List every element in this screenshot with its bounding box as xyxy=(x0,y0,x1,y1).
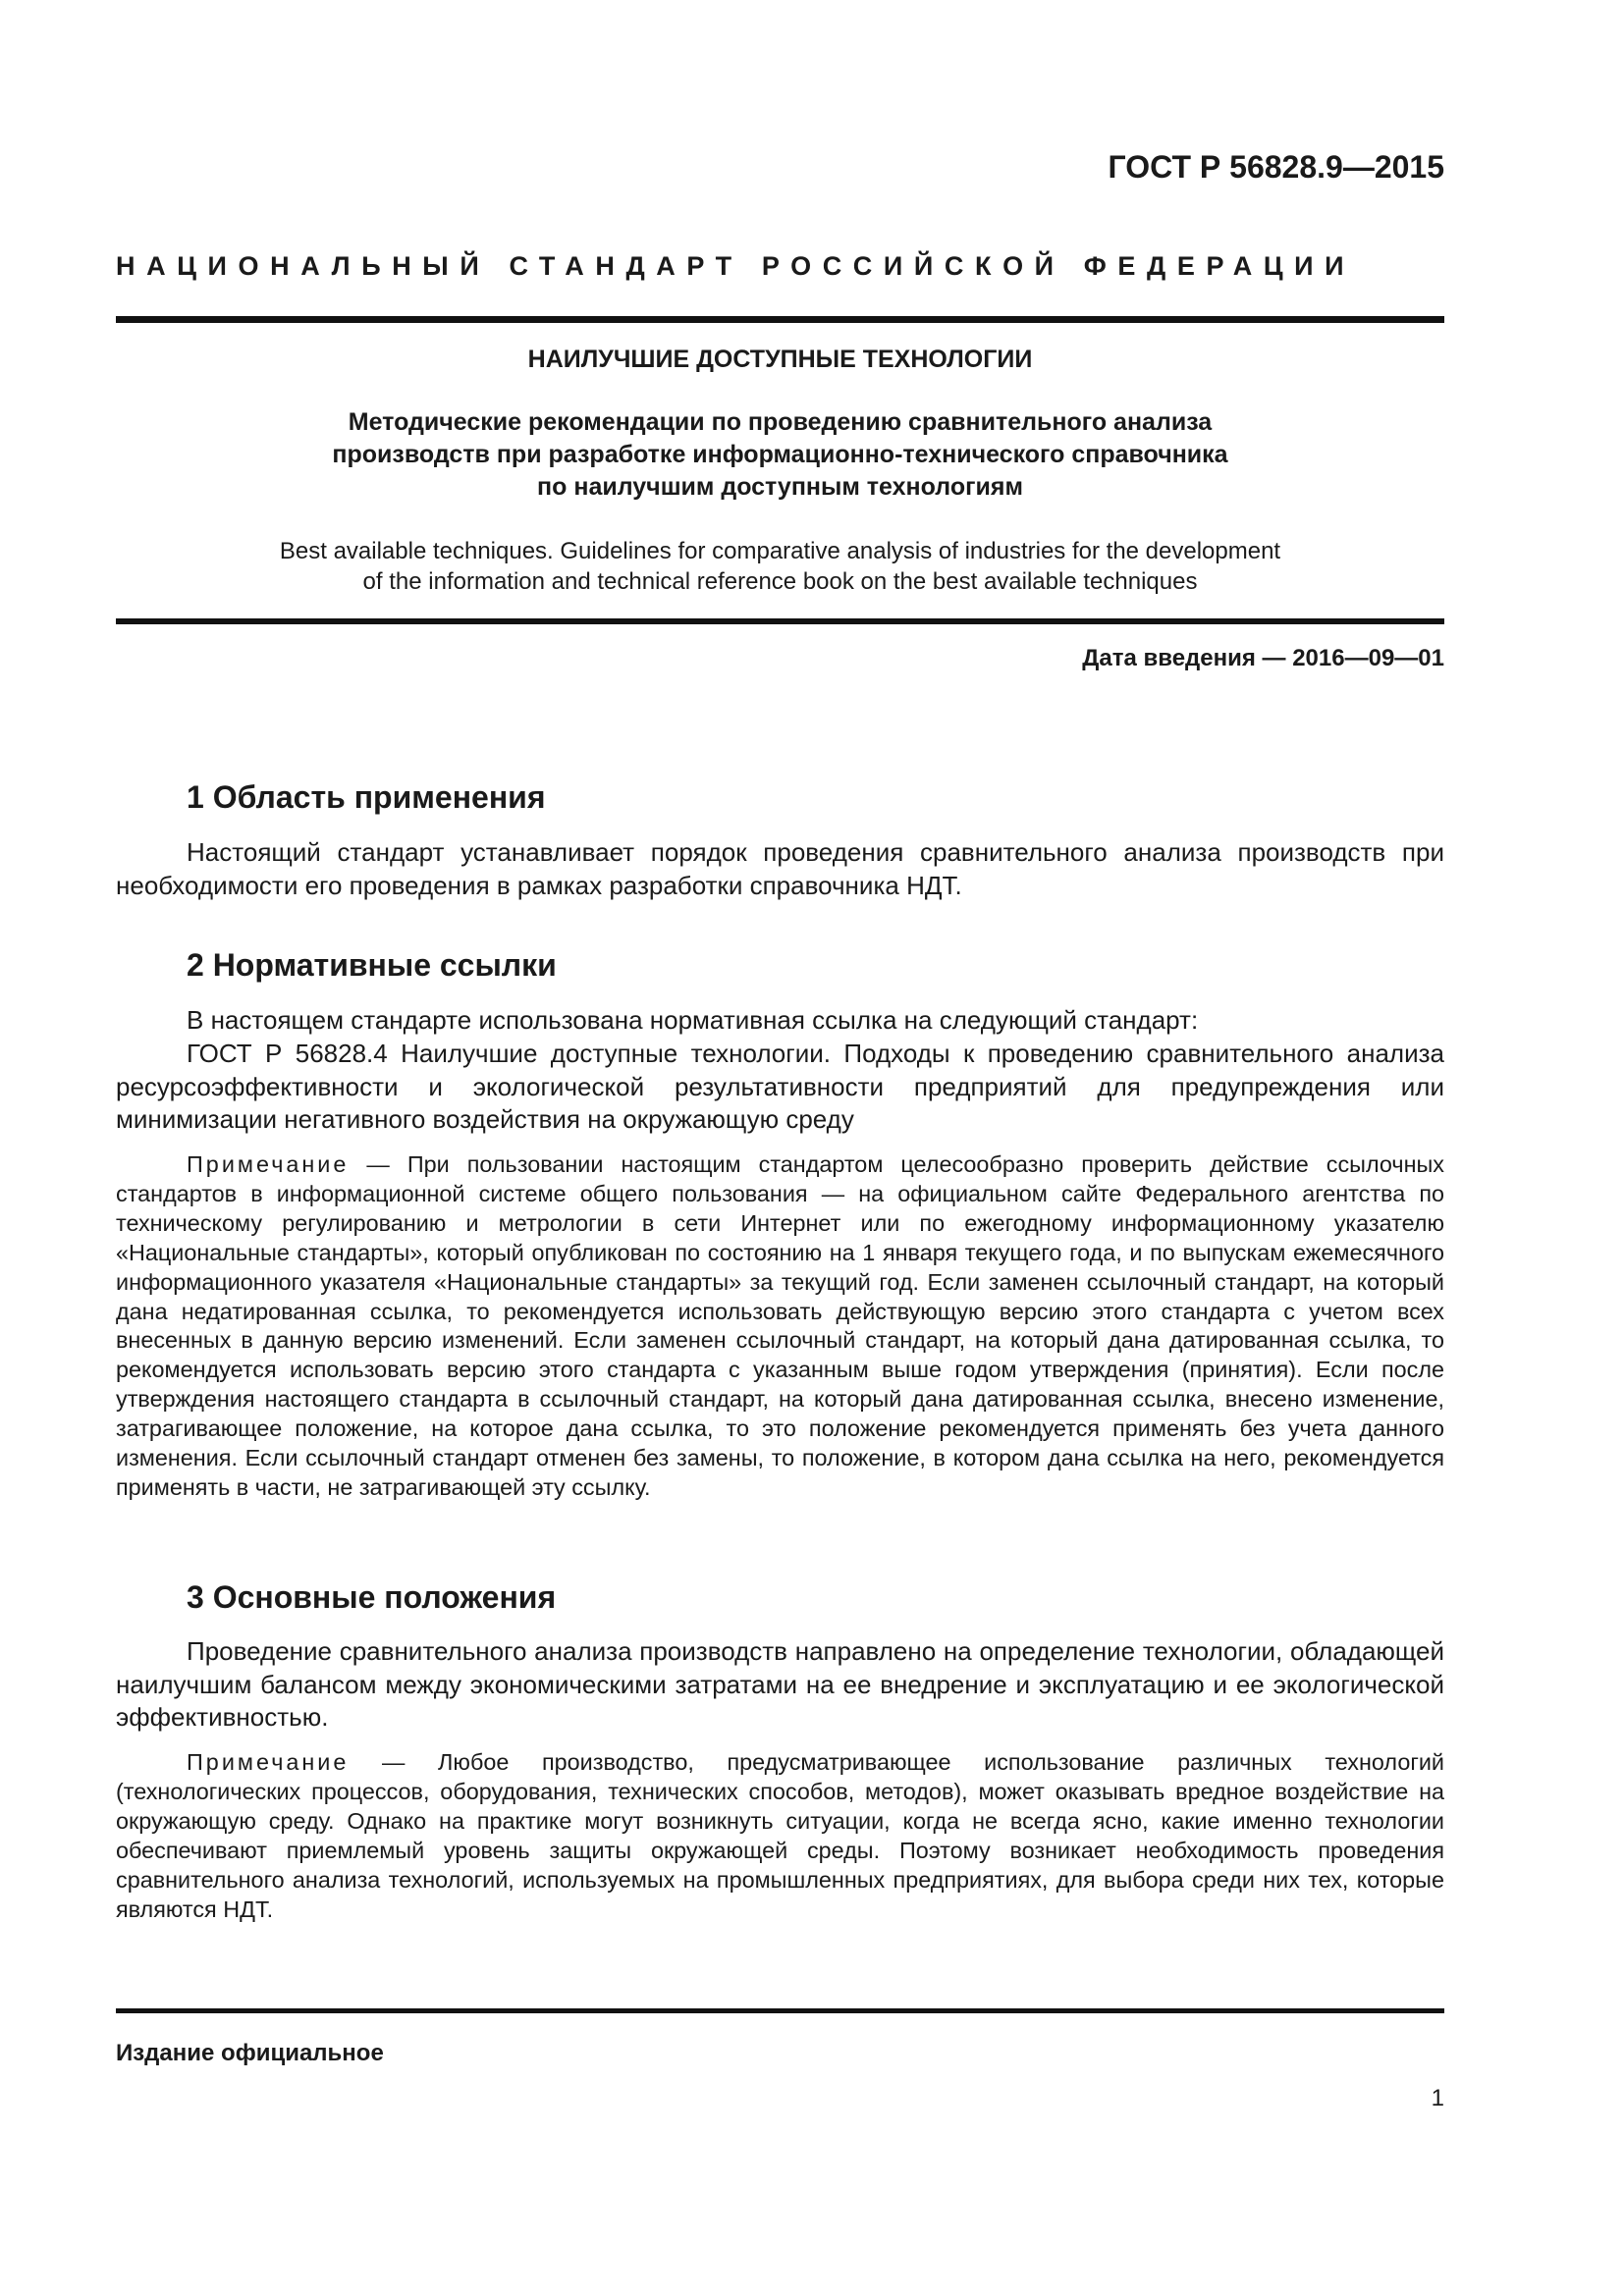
title-en xyxy=(116,536,1444,597)
section-1-paragraph: Настоящий стандарт устанавливает порядок проведения сравнительного анализа производств при необходимости его проведения в рамках разработки справочника НДТ. xyxy=(116,837,1444,900)
section-3-note: Примечание — Любое производство, предусматривающее использование различных технологий (технологических процессов, оборудования, технических способов, методов), может оказывать вредное воздействие на окружающую среду. Однако на практике могут возникнуть ситуации, когда не всегда ясно, какие именно технологии обеспечивают приемлемый уровень защиты окружающей среды. Поэтому возникает необходимость проведения сравнительного анализа технологий, используемых на промышленных предприятиях, для выбора среди них тех, которые являются НДТ. xyxy=(116,1749,1444,1922)
title-ru-line-1: Методические рекомендации по проведению сравнительного анализа xyxy=(348,408,1213,436)
top-rule xyxy=(116,316,1444,323)
note-label: Примечание xyxy=(187,1749,350,1775)
section-1-heading: 1 Область применения xyxy=(187,779,546,815)
title-en-line-2: of the information and technical reference book on the best available techniques xyxy=(362,568,1198,595)
footer-rule xyxy=(116,2008,1444,2013)
title-main: НАИЛУЧШИЕ ДОСТУПНЫЕ ТЕХНОЛОГИИ xyxy=(527,346,1033,373)
title-en-line-1: Best available techniques. Guidelines for comparative analysis of industries for the development xyxy=(279,538,1281,564)
note-label: Примечание xyxy=(187,1151,350,1177)
page-number: 1 xyxy=(1431,2085,1444,2111)
intro-date: Дата введения — 2016—09—01 xyxy=(1082,645,1444,671)
title-bottom-rule xyxy=(116,618,1444,624)
section-2-paragraph-2: ГОСТ Р 56828.4 Наилучшие доступные технологии. Подходы к проведению сравнительного анализа ресурсоэффективности и экологической результативности предприятий для предупреждения или минимизации негативного воздействия на окружающую среду xyxy=(116,1039,1444,1134)
section-3-heading: 3 Основные положения xyxy=(187,1579,557,1615)
doc-number: ГОСТ Р 56828.9—2015 xyxy=(1108,149,1444,185)
edition-label: Издание официальное xyxy=(116,2040,384,2066)
section-2-paragraph-1: В настоящем стандарте использована нормативная ссылка на следующий стандарт: xyxy=(187,1005,1199,1035)
section-3-paragraph: Проведение сравнительного анализа производств направлено на определение технологии, обладающей наилучшим балансом между экономическими затратами на ее внедрение и эксплуатацию и ее экологической эффективностью. xyxy=(116,1636,1444,1732)
section-2-note: Примечание — При пользовании настоящим стандартом целесообразно проверить действие ссылочных стандартов в информационной системе общего пользования — на официальном сайте Федерального агентства по техническому регулированию и метрологии в сети Интернет или по ежегодному информационному указателю «Национальные стандарты», который опубликован по состоянию на 1 января текущего года, и по выпускам ежемесячного информационного указателя «Национальные стандарты» за текущий год. Если заменен ссылочный стандарт, на который дана недатированная ссылка, то рекомендуется использовать действующую версию этого стандарта с учетом всех внесенных в данную версию изменений. Если заменен ссылочный стандарт, на который дана датированная ссылка, то рекомендуется использовать версию этого стандарта с указанным выше годом утверждения (принятия). Если после утверждения настоящего стандарта в ссылочный стандарт, на который дана датированная ссылка, внесено изменение, затрагивающее положение, на которое дана ссылка, то это положение рекомендуется применять без учета данного изменения. Если ссылочный стандарт отменен без замены, то положение, в котором дана ссылка на него, рекомендуется применять в части, не затрагивающей эту ссылку. xyxy=(116,1151,1444,1500)
title-ru-line-3: по наилучшим доступным технологиям xyxy=(537,473,1023,501)
title-ru-line-2: производств при разработке информационно-технического справочника xyxy=(332,441,1228,468)
section-2-heading: 2 Нормативные ссылки xyxy=(187,947,557,983)
standard-type: НАЦИОНАЛЬНЫЙ СТАНДАРТ РОССИЙСКОЙ ФЕДЕРАЦИИ xyxy=(116,251,1356,281)
title-ru xyxy=(116,406,1444,504)
